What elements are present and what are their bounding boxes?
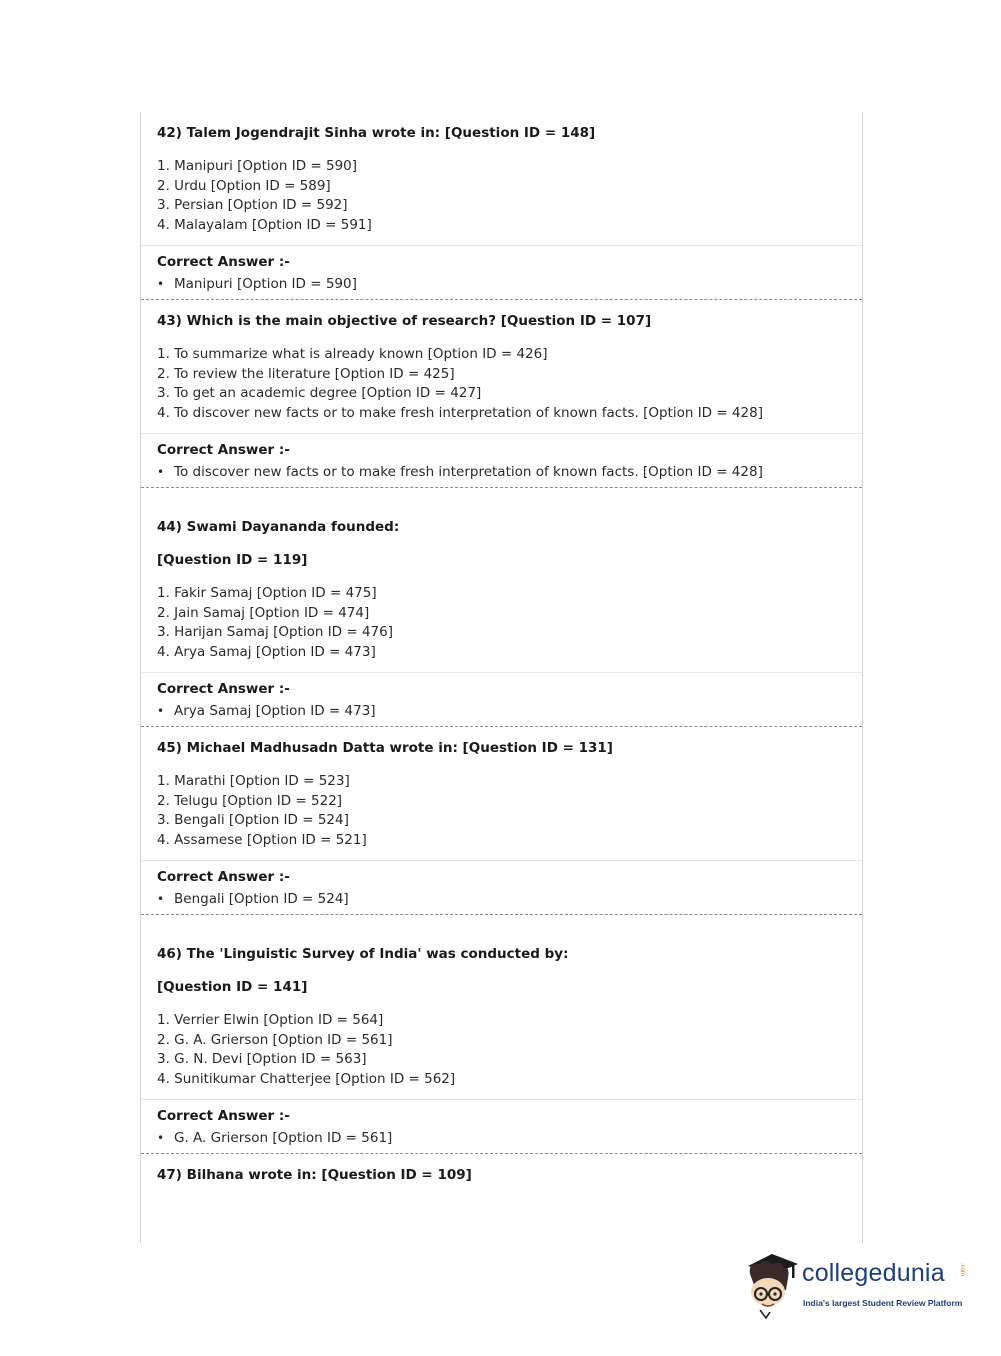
option-item: 3. Harijan Samaj [Option ID = 476] xyxy=(157,624,393,640)
question-body xyxy=(141,300,862,433)
option-list xyxy=(157,584,846,662)
bullet-icon: • xyxy=(157,892,165,906)
question-block-43 xyxy=(141,299,862,487)
option-list xyxy=(157,772,846,850)
correct-answer-text: G. A. Grierson [Option ID = 561] xyxy=(174,1130,393,1146)
question-block-45 xyxy=(141,726,862,914)
answer-section xyxy=(141,245,862,299)
correct-answer-item xyxy=(157,702,846,721)
correct-answer-text: Bengali [Option ID = 524] xyxy=(174,891,349,907)
option-item: 2. G. A. Grierson [Option ID = 561] xyxy=(157,1031,393,1048)
question-title: 43) Which is the main objective of research? [Question ID = 107] xyxy=(157,313,652,329)
option-item: 2. Urdu [Option ID = 589] xyxy=(157,177,331,194)
bullet-icon: • xyxy=(157,1131,165,1145)
question-body xyxy=(141,1154,862,1194)
correct-answer-label: Correct Answer :- xyxy=(157,869,290,885)
option-item: 3. Persian [Option ID = 592] xyxy=(157,197,348,213)
question-title: 44) Swami Dayananda founded: xyxy=(157,519,400,535)
brand-tagline: India's largest Student Review Platform xyxy=(803,1298,963,1308)
option-item: 2. To review the literature [Option ID = 425] xyxy=(157,365,455,382)
question-body xyxy=(141,488,862,672)
correct-answer-item xyxy=(157,275,846,294)
correct-answer-text: To discover new facts or to make fresh interpretation of known facts. [Option ID = 428] xyxy=(174,464,763,480)
correct-answer-item xyxy=(157,1129,846,1148)
bullet-icon: • xyxy=(157,704,165,718)
question-body xyxy=(141,915,862,1099)
question-block-47 xyxy=(141,1153,862,1194)
question-id-line: [Question ID = 119] xyxy=(157,552,308,568)
option-item: 3. Bengali [Option ID = 524] xyxy=(157,812,349,828)
question-body xyxy=(141,727,862,860)
correct-answer-label: Correct Answer :- xyxy=(157,254,290,270)
question-title: 45) Michael Madhusadn Datta wrote in: [Question ID = 131] xyxy=(157,740,613,756)
option-item: 3. To get an academic degree [Option ID = 427] xyxy=(157,385,482,401)
option-item: 1. To summarize what is already known [Option ID = 426] xyxy=(157,346,548,362)
option-item: 1. Verrier Elwin [Option ID = 564] xyxy=(157,1012,384,1028)
option-item: 1. Manipuri [Option ID = 590] xyxy=(157,158,358,174)
option-list xyxy=(157,345,846,423)
option-list xyxy=(157,1011,846,1089)
option-item: 4. To discover new facts or to make fresh interpretation of known facts. [Option ID = 428] xyxy=(157,404,764,421)
correct-answer-text: Manipuri [Option ID = 590] xyxy=(174,276,357,292)
option-list xyxy=(157,157,846,235)
option-item: 4. Sunitikumar Chatterjee [Option ID = 562] xyxy=(157,1070,456,1087)
answer-section xyxy=(141,1099,862,1153)
correct-answer-text: Arya Samaj [Option ID = 473] xyxy=(174,703,376,719)
option-item: 1. Fakir Samaj [Option ID = 475] xyxy=(157,585,377,601)
bullet-icon: • xyxy=(157,277,165,291)
question-title: 42) Talem Jogendrajit Sinha wrote in: [Question ID = 148] xyxy=(157,125,596,141)
correct-answer-item xyxy=(157,463,846,482)
answer-section xyxy=(141,672,862,726)
question-block-42 xyxy=(141,112,862,299)
question-id-line: [Question ID = 141] xyxy=(157,979,308,995)
question-block-44 xyxy=(141,487,862,726)
question-block-46 xyxy=(141,914,862,1153)
correct-answer-label: Correct Answer :- xyxy=(157,442,290,458)
option-item: 1. Marathi [Option ID = 523] xyxy=(157,773,350,789)
option-item: 4. Assamese [Option ID = 521] xyxy=(157,831,367,848)
answer-section xyxy=(141,860,862,914)
bullet-icon: • xyxy=(157,465,165,479)
question-body xyxy=(141,112,862,245)
question-paper-sheet xyxy=(140,112,863,1243)
collegedunia-logo xyxy=(742,1250,982,1320)
option-item: 3. G. N. Devi [Option ID = 563] xyxy=(157,1051,367,1067)
option-item: 2. Telugu [Option ID = 522] xyxy=(157,792,343,809)
graduate-mascot-icon xyxy=(742,1250,802,1320)
question-title: 46) The 'Linguistic Survey of India' was conducted by: xyxy=(157,946,569,962)
option-item: 4. Arya Samaj [Option ID = 473] xyxy=(157,643,376,660)
brand-dotcom: .com xyxy=(959,1263,965,1277)
correct-answer-label: Correct Answer :- xyxy=(157,681,290,697)
answer-section xyxy=(141,433,862,487)
correct-answer-label: Correct Answer :- xyxy=(157,1108,290,1124)
correct-answer-item xyxy=(157,890,846,909)
question-title: 47) Bilhana wrote in: [Question ID = 109] xyxy=(157,1167,472,1183)
option-item: 2. Jain Samaj [Option ID = 474] xyxy=(157,604,370,621)
brand-name: collegedunia xyxy=(802,1259,945,1287)
option-item: 4. Malayalam [Option ID = 591] xyxy=(157,216,372,233)
